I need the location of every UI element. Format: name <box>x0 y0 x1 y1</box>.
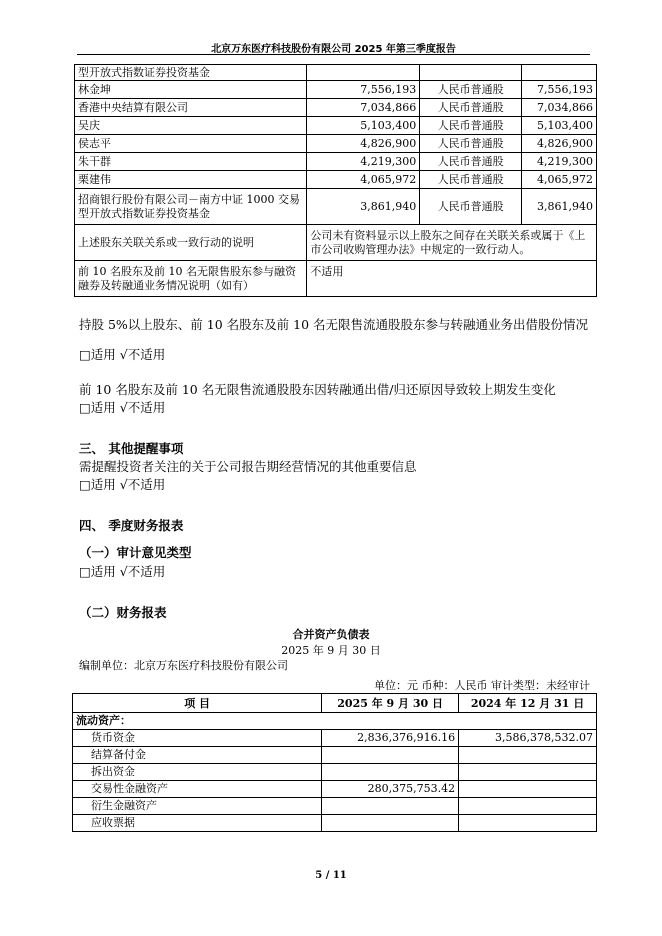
shareholder-name: 吴庆 <box>75 117 307 135</box>
table-row <box>75 225 597 261</box>
change-options: □适用 √不适用 <box>79 400 166 415</box>
section-label: 流动资产： <box>73 713 597 730</box>
col-header-current: 2025 年 9 月 30 日 <box>322 694 459 713</box>
shareholder-name: 栗建伟 <box>75 171 307 189</box>
audit-options: □适用 √不适用 <box>79 564 166 579</box>
reminders-text: 需提醒投资者关注的关于公司报告期经营情况的其他重要信息 <box>79 459 417 474</box>
shareholder-name: 香港中央结算有限公司 <box>75 99 307 117</box>
sheet-title: 合并资产负债表 <box>292 628 370 641</box>
table-row <box>73 713 597 730</box>
table-row: 吴庆 5,103,400 人民币普通股 5,103,400 <box>75 117 597 135</box>
lending-options: □适用 √不适用 <box>79 347 166 362</box>
table-row: 衍生金融资产 <box>73 798 597 815</box>
table-row: 招商银行股份有限公司－南方中证 1000 交易型开放式指数证券投资基金 3,861,940 人民币普通股 3,861,940 <box>75 189 597 225</box>
table-row: 货币资金 2,836,376,916.16 3,586,378,532.07 <box>73 730 597 747</box>
unit-line: 单位：元 币种：人民币 审计类型：未经审计 <box>374 679 590 692</box>
page-header: 北京万东医疗科技股份有限公司 2025 年第三季度报告 <box>211 44 456 55</box>
col-header-prior: 2024 年 12 月 31 日 <box>459 694 597 713</box>
col-header-item: 项 目 <box>73 694 322 713</box>
table-row: 侯志平 4,826,900 人民币普通股 4,826,900 <box>75 135 597 153</box>
shareholder-name: 朱干群 <box>75 153 307 171</box>
margin-text: 不适用 <box>307 261 597 297</box>
statements-title: （二）财务报表 <box>79 605 167 620</box>
shareholder-name: 型开放式指数证券投资基金 <box>75 65 307 81</box>
balance-sheet-table <box>72 693 597 832</box>
table-row: 朱干群 4,219,300 人民币普通股 4,219,300 <box>75 153 597 171</box>
section-title-reminders: 三、 其他提醒事项 <box>79 441 184 456</box>
shareholder-table <box>74 64 597 297</box>
table-header <box>73 694 597 713</box>
compiler: 编制单位：北京万东医疗科技股份有限公司 <box>79 659 288 672</box>
relation-text: 公司未有资料显示以上股东之间存在关联关系或属于《上市公司收购管理办法》中规定的一致行动人。 <box>307 225 597 261</box>
table-row: 林金坤 7,556,193 人民币普通股 7,556,193 <box>75 81 597 99</box>
table-row: 香港中央结算有限公司 7,034,866 人民币普通股 7,034,866 <box>75 99 597 117</box>
table-row: 交易性金融资产 280,375,753.42 <box>73 781 597 798</box>
page-number: 5 / 11 <box>315 870 347 881</box>
shareholder-name: 招商银行股份有限公司－南方中证 1000 交易型开放式指数证券投资基金 <box>75 189 307 225</box>
sheet-date: 2025 年 9 月 30 日 <box>281 644 381 657</box>
lending-paragraph: 持股 5%以上股东、前 10 名股东及前 10 名无限售流通股股东参与转融通业务出借股份情况 <box>79 317 589 332</box>
table-row: 应收票据 <box>73 815 597 832</box>
table-row: 拆出资金 <box>73 764 597 781</box>
table-row: 结算备付金 <box>73 747 597 764</box>
section-title-financials: 四、 季度财务报表 <box>79 518 184 533</box>
margin-label: 前 10 名股东及前 10 名无限售股东参与融资融券及转融通业务情况说明（如有） <box>75 261 307 297</box>
table-row <box>75 65 597 81</box>
shareholder-name: 林金坤 <box>75 81 307 99</box>
table-row: 栗建伟 4,065,972 人民币普通股 4,065,972 <box>75 171 597 189</box>
relation-label: 上述股东关联关系或一致行动的说明 <box>75 225 307 261</box>
shareholder-name: 侯志平 <box>75 135 307 153</box>
change-paragraph: 前 10 名股东及前 10 名无限售流通股股东因转融通出借/归还原因导致较上期发生变化 <box>79 382 556 397</box>
reminders-options: □适用 √不适用 <box>79 477 166 492</box>
header-rule <box>77 54 590 55</box>
audit-title: （一）审计意见类型 <box>79 545 192 560</box>
table-row <box>75 261 597 297</box>
